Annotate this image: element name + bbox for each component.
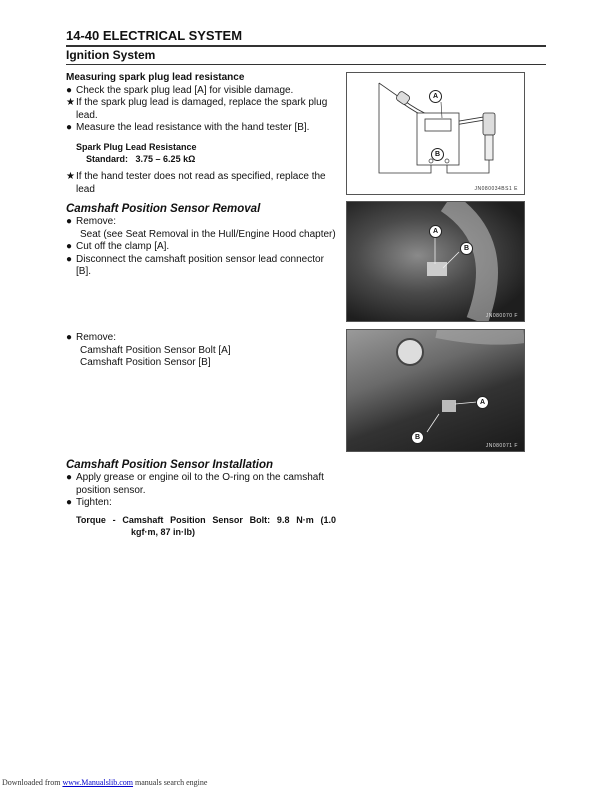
bullet-icon: ● — [66, 332, 73, 343]
figure-sensor-bolt-photo — [346, 329, 525, 452]
item-text: Remove: — [76, 216, 117, 227]
star-icon: ★ — [66, 97, 75, 109]
figure-label-b: B — [460, 242, 473, 255]
list-item — [66, 332, 336, 345]
sub-item: Camshaft Position Sensor [B] — [80, 357, 211, 369]
bullet-icon: ● — [66, 253, 73, 265]
item-text: Check the spark plug lead [A] for visible damage. — [76, 84, 294, 96]
bullet-icon: ● — [66, 84, 73, 96]
bullet-icon: ● — [66, 241, 73, 253]
figure-spark-plug-lead-diagram — [346, 72, 525, 195]
page-header-title: 14-40 ELECTRICAL SYSTEM — [66, 28, 243, 43]
figure-code: JN080070 F — [485, 313, 518, 319]
item-text: Remove: — [76, 332, 117, 343]
header-divider — [66, 45, 546, 47]
measuring-heading: Measuring spark plug lead resistance — [66, 72, 245, 83]
removal-step-2 — [66, 332, 336, 370]
bullet-icon: ● — [66, 472, 73, 483]
star-icon: ★ — [66, 170, 75, 182]
removal-section — [66, 202, 336, 279]
installation-heading: Camshaft Position Sensor Installation — [66, 459, 274, 471]
figure-label-a: A — [476, 396, 489, 409]
list-item — [66, 216, 336, 229]
photo-shapes — [347, 330, 524, 451]
photo-shapes — [347, 202, 524, 321]
torque-line-2: kgf·m, 87 in·lb) — [131, 526, 196, 537]
figure-label-b: B — [431, 148, 444, 161]
item-text: If the spark plug lead is damaged, replace the spark plug lead. — [76, 97, 328, 121]
section-divider — [66, 64, 546, 65]
list-item — [66, 472, 336, 497]
footer-prefix: Downloaded from — [2, 778, 61, 787]
spec-label: Standard: — [86, 153, 129, 164]
spec-standard — [66, 153, 336, 165]
spec-title: Spark Plug Lead Resistance — [76, 141, 197, 152]
installation-section — [66, 458, 336, 538]
item-text: Disconnect the camshaft position sensor lead connector [B]. — [76, 253, 324, 278]
figure-sensor-connector-photo — [346, 201, 525, 322]
footer-suffix: manuals search engine — [135, 778, 208, 787]
figure-code: JN080071 F — [485, 443, 518, 449]
item-text: If the hand tester does not read as specified, replace the lead — [76, 170, 326, 195]
list-item — [66, 497, 336, 510]
bullet-icon: ● — [66, 122, 73, 134]
sub-item: Seat (see Seat Removal in the Hull/Engine Hood chapter) — [80, 228, 336, 240]
download-footer — [2, 778, 207, 787]
spec-value: 3.75 – 6.25 kΩ — [135, 153, 196, 164]
sub-item: Camshaft Position Sensor Bolt [A] — [80, 344, 231, 356]
figure-label-b: B — [411, 431, 424, 444]
removal-heading: Camshaft Position Sensor Removal — [66, 203, 261, 215]
torque-line-1: Torque - Camshaft Position Sensor Bolt: 9.8 N·m (1.0 — [76, 514, 336, 525]
item-text: Cut off the clamp [A]. — [76, 241, 170, 253]
measuring-section — [66, 72, 336, 196]
figure-code: JN080034BS1 E — [474, 186, 518, 192]
section-title: Ignition System — [66, 48, 156, 62]
list-item — [66, 171, 336, 196]
item-text: Tighten: — [76, 497, 112, 509]
item-text: Apply grease or engine oil to the O-ring on the camshaft position sensor. — [76, 472, 324, 496]
bullet-icon: ● — [66, 216, 73, 227]
list-item — [66, 122, 336, 135]
list-item — [66, 85, 336, 98]
bullet-icon: ● — [66, 497, 73, 509]
list-item — [66, 241, 336, 254]
figure-label-a: A — [429, 90, 442, 103]
item-text: Measure the lead resistance with the hand tester [B]. — [76, 122, 310, 134]
list-item — [66, 254, 336, 279]
figure-label-a: A — [429, 225, 442, 238]
manualslib-link[interactable]: www.Manualslib.com — [62, 778, 134, 787]
list-item — [66, 97, 336, 122]
